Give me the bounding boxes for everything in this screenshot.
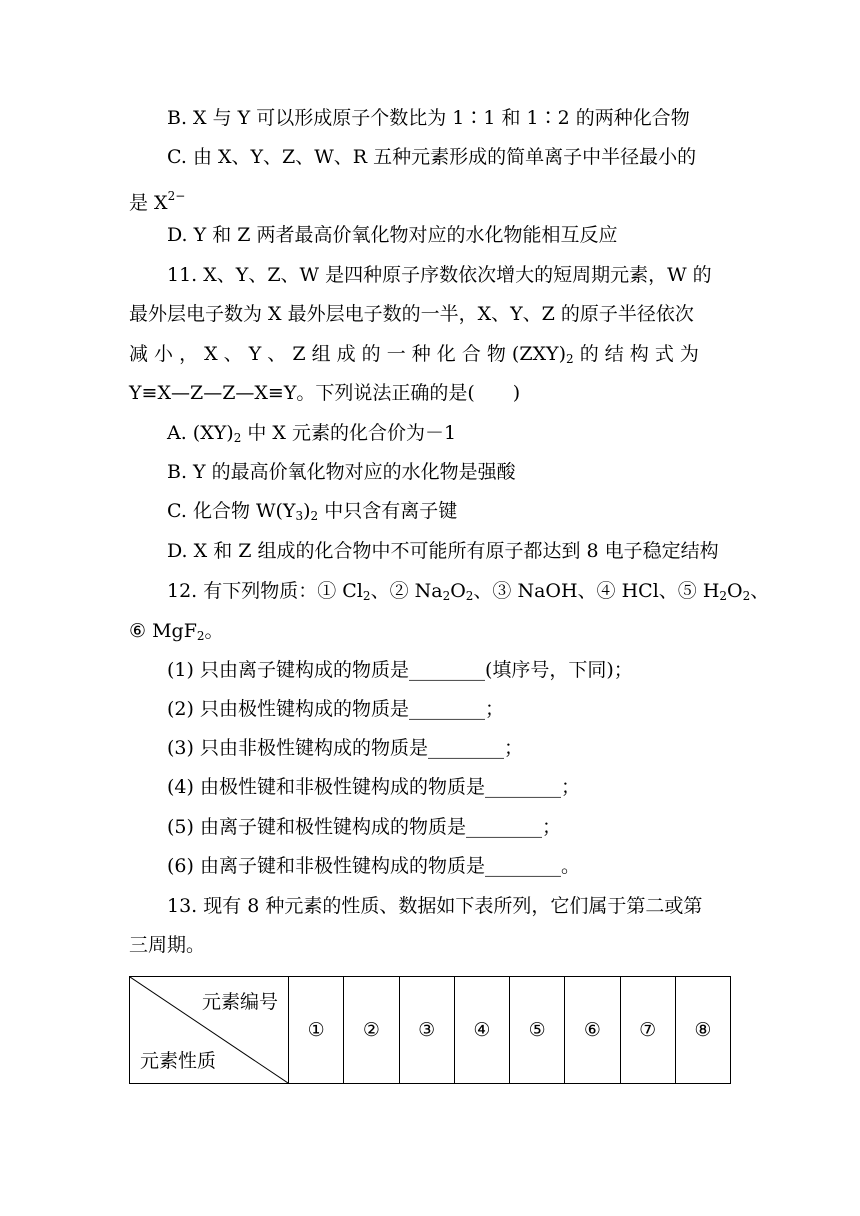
diagonal-header-cell bbox=[130, 977, 289, 1084]
q10-option-c-line1: C. 由 X、Y、Z、W、R 五种元素形成的简单离子中半径最小的 bbox=[167, 146, 697, 168]
subscript: 2 bbox=[310, 509, 319, 523]
column-header: ⑤ bbox=[510, 977, 565, 1084]
q12-part: O bbox=[450, 580, 466, 602]
q11-line4: Y≡X—Z—Z—X≡Y。下列说法正确的是( ) bbox=[129, 382, 521, 404]
q12-item-3: (3) 只由非极性键构成的物质是________； bbox=[167, 737, 523, 759]
subscript: 2 bbox=[719, 589, 728, 603]
q11-option-a bbox=[167, 420, 456, 451]
q10-option-c-line2 bbox=[129, 183, 185, 216]
q12-item-6: (6) 由离子键和非极性键构成的物质是________。 bbox=[167, 855, 580, 877]
column-header: ② bbox=[344, 977, 399, 1084]
q12-line2 bbox=[129, 618, 224, 649]
q12-item-2: (2) 只由极性键构成的物质是________； bbox=[167, 698, 504, 720]
q11-option-b: B. Y 的最高价氧化物对应的水化物是强酸 bbox=[167, 461, 516, 483]
q10-option-d: D. Y 和 Z 两者最高价氧化物对应的水化物能相互反应 bbox=[167, 224, 618, 246]
q12-part: 、③ NaOH、④ HCl、⑤ H bbox=[473, 580, 720, 602]
q11-option-c-c: 中只含有离子键 bbox=[318, 500, 458, 522]
q11-option-a-b: 中 X 元素的化合价为－1 bbox=[241, 422, 457, 444]
subscript: 2 bbox=[233, 431, 242, 445]
q11-line3-b: 的 结 构 式 为 bbox=[573, 343, 699, 365]
subscript: 2 bbox=[465, 589, 474, 603]
column-header: ④ bbox=[454, 977, 509, 1084]
subscript: 2 bbox=[196, 629, 205, 643]
q12-line2-a: ⑥ MgF bbox=[129, 620, 197, 642]
q12-part: 12. 有下列物质：① Cl bbox=[167, 580, 363, 602]
q12-part: 、 bbox=[750, 580, 770, 602]
q10-option-b: B. X 与 Y 可以形成原子个数比为 1∶1 和 1∶2 的两种化合物 bbox=[167, 107, 690, 129]
q12-line2-b: 。 bbox=[204, 620, 224, 642]
q11-option-c-b: ) bbox=[303, 500, 311, 522]
column-header: ⑦ bbox=[620, 977, 675, 1084]
column-header: ⑥ bbox=[565, 977, 620, 1084]
q12-line1 bbox=[167, 578, 769, 609]
column-header: ① bbox=[289, 977, 344, 1084]
q10-option-c-prefix: 是 X bbox=[129, 192, 168, 214]
subscript: 2 bbox=[362, 589, 371, 603]
q11-line3 bbox=[129, 341, 699, 372]
q11-line2: 最外层电子数为 X 最外层电子数的一半，X、Y、Z 的原子半径依次 bbox=[129, 303, 694, 325]
q12-part: 、② Na bbox=[370, 580, 443, 602]
subscript: 3 bbox=[295, 509, 304, 523]
subscript: 2 bbox=[442, 589, 451, 603]
header-element-number: 元素编号 bbox=[201, 991, 278, 1013]
header-element-property: 元素性质 bbox=[140, 1050, 217, 1072]
q11-option-c-a: C. 化合物 W(Y bbox=[167, 500, 296, 522]
q11-option-c bbox=[167, 498, 457, 529]
q13-line1: 13. 现有 8 种元素的性质、数据如下表所列，它们属于第二或第 bbox=[167, 895, 703, 917]
q11-option-a-a: A. (XY) bbox=[167, 422, 234, 444]
q12-item-5: (5) 由离子键和极性键构成的物质是________； bbox=[167, 816, 561, 838]
q11-line3-a: 减 小 ， X 、 Y 、 Z 组 成 的 一 种 化 合 物 (ZXY) bbox=[129, 343, 567, 365]
q12-item-1: (1) 只由离子键构成的物质是________(填序号，下同)； bbox=[167, 659, 633, 681]
table-header-row bbox=[130, 977, 731, 1084]
element-properties-table bbox=[129, 976, 731, 1084]
q12-part: O bbox=[727, 580, 743, 602]
column-header: ③ bbox=[399, 977, 454, 1084]
charge-superscript: 2− bbox=[167, 189, 186, 203]
column-header: ⑧ bbox=[675, 977, 730, 1084]
q11-option-d: D. X 和 Z 组成的化合物中不可能所有原子都达到 8 电子稳定结构 bbox=[167, 540, 719, 562]
subscript: 2 bbox=[742, 589, 751, 603]
q12-item-4: (4) 由极性键和非极性键构成的物质是________； bbox=[167, 776, 580, 798]
subscript: 2 bbox=[566, 352, 574, 366]
q13-line2: 三周期。 bbox=[129, 934, 206, 956]
q11-line1: 11. X、Y、Z、W 是四种原子序数依次增大的短周期元素，W 的 bbox=[167, 264, 712, 286]
